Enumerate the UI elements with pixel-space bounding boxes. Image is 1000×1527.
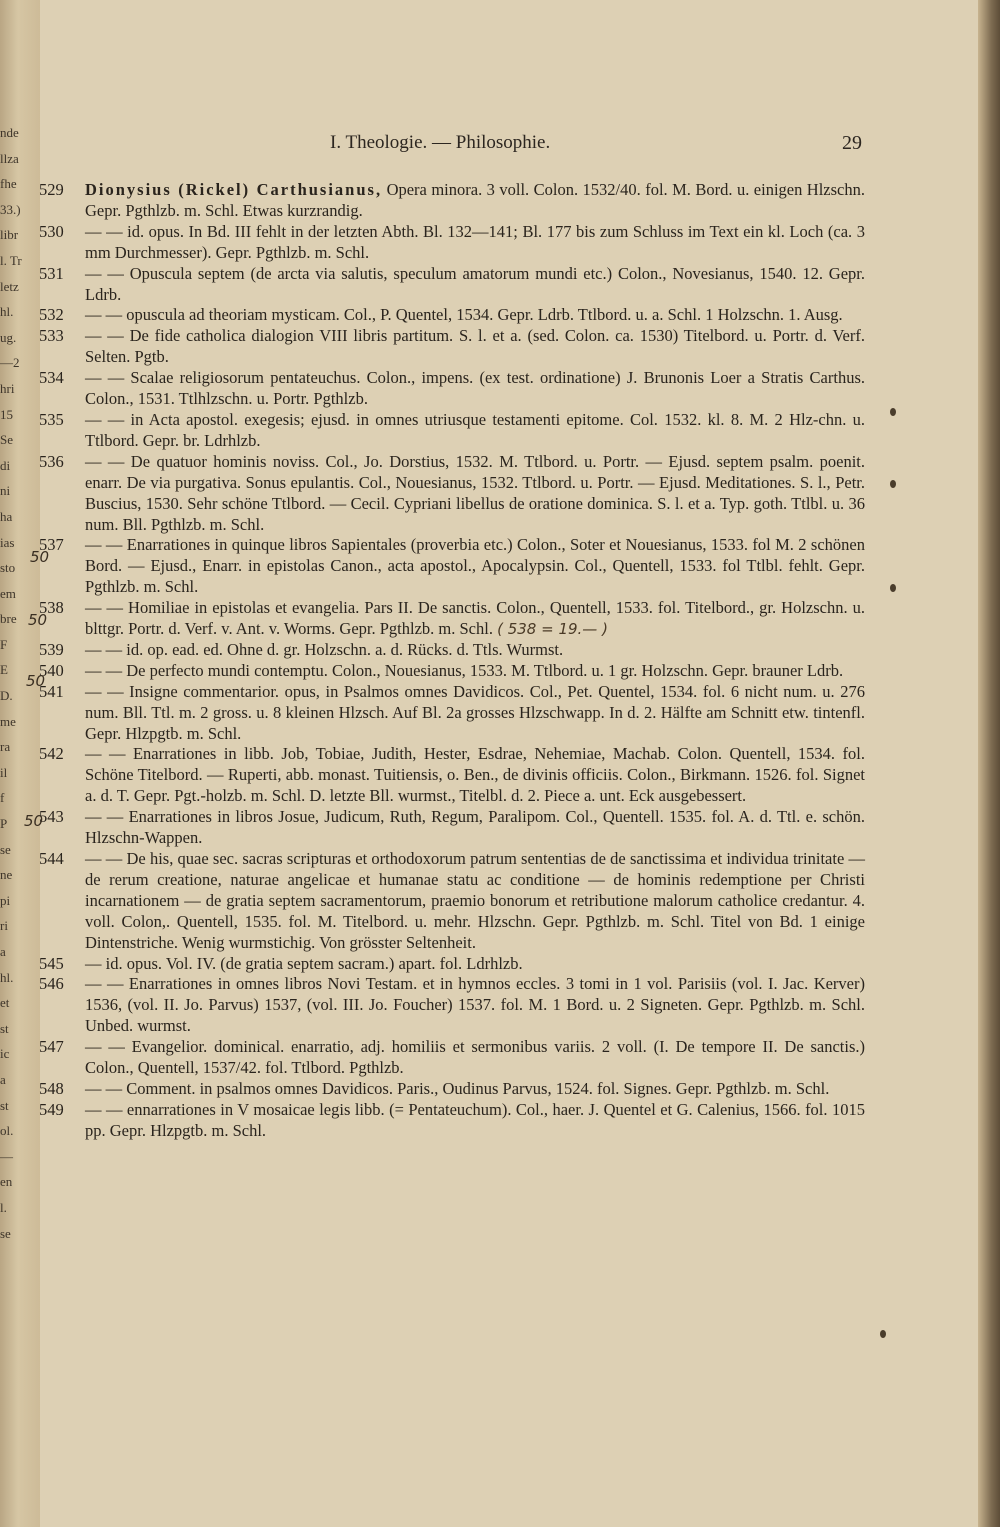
catalogue-entry (40, 661, 865, 682)
entry-number: 544 (39, 849, 64, 868)
entry-text: — — opuscula ad theoriam mysticam. Col., P. Quentel, 1534. Gepr. Ldrb. Ttlbord. u. a. Schl. 1 Holzschn. 1. Ausg. (85, 305, 843, 325)
prev-page-fragment: st (0, 1020, 9, 1036)
margin-dot (890, 480, 896, 488)
entry-body (85, 452, 865, 536)
prev-page-fragment: st (0, 1097, 9, 1113)
entry-text: — id. opus. Vol. IV. (de gratia septem sacram.) apart. fol. Ldrhlzb. (85, 953, 523, 973)
entry-number: 532 (39, 305, 64, 325)
catalogue-entry (40, 682, 865, 745)
prev-page-fragment: F (0, 636, 8, 652)
prev-page-fragment: l. Tr (0, 252, 22, 268)
entry-text: — — De his, quae sec. sacras scripturas et orthodoxorum patrum sententias de de sanctissima et individua trinitate — de rerum creatione, naturae angelicae et humanae statu ac conditione — de hominis redemptione per Christi incarnationem — de gratia septem sacramentorum, praemio bonorum et retributione malorum catholice credantur. 4. voll. Colon,. Quentell, 1535. fol. M. Titelbord. u. mehr. Hlzschn. Gepr. Pgthlzb. m. Schl. Titel von Bd. 1 einige Dintenstriche. Wenig wurmstichig. Von grösster Seltenheit. (85, 849, 865, 952)
entry-number: 534 (39, 368, 64, 388)
prev-page-fragment: sto (0, 560, 16, 576)
entry-number: 543 (39, 807, 64, 827)
entry-text: — — Scalae religiosorum pentateuchus. Colon., impens. (ex test. ordinatione) J. Brunonis Loer a Stratis Carthus. Colon., 1531. Ttlhlzschn. u. Portr. Pgthlzb. (85, 368, 865, 409)
catalogue-entry (40, 640, 865, 661)
entry-number: 530 (39, 221, 64, 241)
margin-note: 50 (26, 672, 46, 690)
entry-body (85, 661, 865, 682)
margin-dot (890, 584, 896, 592)
entry-text: — — Enarrationes in libb. Job, Tobiae, Judith, Hester, Esdrae, Nehemiae, Machab. Colon. Quentell, 1534. fol. Schöne Titelbord. — Ruperti, abb. monast. Tuitiensis, o. Ben., de divinis officiis. Colon., Birkmann. 1526. fol. Signet a. d. T. Gepr. Pgt.-holzb. m. Schl. D. letzte Bll. wurmst., Titelbl. d. 2. Piece a. unt. Eck ausgebessert. (85, 744, 865, 806)
entry-number: 529 (39, 180, 64, 199)
entry-body (85, 974, 865, 1037)
entry-body (85, 326, 865, 368)
catalogue-entry (40, 1079, 865, 1100)
prev-page-fragment: 15 (0, 406, 13, 422)
entry-body (85, 410, 865, 452)
handwritten-annotation: ( 538 = 19.— ) (497, 620, 608, 639)
entry-body (85, 368, 865, 410)
entry-number: 549 (39, 1099, 64, 1119)
prev-page-fragment: ne (0, 867, 13, 883)
entry-body (85, 849, 865, 954)
prev-page-fragment: letz (0, 278, 19, 294)
entry-body (85, 807, 865, 849)
prev-page-fragment: pi (0, 892, 11, 908)
entry-number: 539 (39, 639, 64, 659)
prev-page-fragment: — (0, 1148, 13, 1164)
catalogue-entry (40, 1100, 865, 1142)
catalogue-entry (40, 974, 865, 1037)
catalogue-entry (40, 849, 865, 954)
prev-page-fragment: nde (0, 125, 19, 140)
catalogue-entry (40, 368, 865, 410)
catalogue-page (24, 0, 978, 1527)
entry-number: 548 (39, 1078, 64, 1098)
prev-page-fragment: il (0, 764, 8, 780)
entry-text: — — Opuscula septem (de arcta via salutis, speculum amatorum mundi etc.) Colon., Novesianus, 1540. 12. Gepr. Ldrb. (85, 263, 865, 304)
entry-text: — — Evangelior. dominical. enarratio, adj. homiliis et sermonibus variis. 2 voll. (I. De tempore II. De sanctis.) Colon., Quentell, 1537/42. fol. Ttlbord. Pgthlzb. (85, 1037, 865, 1078)
entry-number: 536 (39, 451, 64, 471)
page-edge-right (978, 0, 1000, 1527)
entry-body (85, 305, 865, 326)
entry-body (85, 264, 865, 306)
prev-page-fragment: ni (0, 483, 11, 499)
entry-text: Opera minora. 3 voll. Colon. 1532/40. fol. M. Bord. u. einigen Hlzschn. Gepr. Pgthlzb. m. Schl. Etwas kurzrandig. (85, 180, 866, 220)
entry-text: — — id. opus. In Bd. III fehlt in der letzten Abth. Bl. 132—141; Bl. 177 bis zum Schluss im Text ein kl. Loch (ca. 3 mm Durchmesser). Gepr. Pgthlzb. m. Schl. (85, 221, 865, 262)
catalogue-entry (40, 598, 865, 640)
entry-number: 547 (39, 1037, 64, 1057)
prev-page-fragment: fhe (0, 176, 17, 192)
prev-page-fragment: llza (0, 150, 19, 166)
catalogue-entry (40, 264, 865, 306)
entry-text: — — De fide catholica dialogion VIII libris partitum. S. l. et a. (sed. Colon. ca. 1530) Titelbord. u. Portr. d. Verf. Selten. Pgtb. (85, 326, 865, 367)
prev-page-fragment: a (0, 944, 6, 959)
prev-page-fragment: se (0, 841, 11, 857)
entry-body (85, 180, 865, 222)
entry-text: — — Enarrationes in omnes libros Novi Testam. et in hymnos eccles. 3 tomi in 1 vol. Parisiis (vol. I. Jac. Kerver) 1536, (vol. II. Jo. Parvus) 1537, (vol. III. Jo. Foucher) 1537. fol. M. 1 Bord. u. 2 Signeten. Gepr. Pgthlzb. m. Schl. Unbed. wurmst. (85, 974, 865, 1036)
entry-body (85, 682, 865, 745)
entry-number: 542 (39, 744, 64, 764)
prev-page-fragment: libr (0, 227, 19, 243)
margin-dot (890, 408, 896, 416)
entry-body (85, 535, 865, 598)
prev-page-fragment: D. (0, 688, 13, 704)
catalogue-entry (40, 807, 865, 849)
entry-body (85, 954, 865, 975)
prev-page-fragment: hl. (0, 304, 14, 320)
entry-text: — — Comment. in psalmos omnes Davidicos. Paris., Oudinus Parvus, 1524. fol. Signes. Gepr. Pgthlzb. m. Schl. (85, 1078, 830, 1098)
entry-number: 538 (39, 598, 64, 618)
prev-page-fragment: et (0, 995, 10, 1011)
entry-text: — — Enarrationes in quinque libros Sapientales (proverbia etc.) Colon., Soter et Nouesianus, 1533. fol M. 2 schönen Bord. — Ejusd., Enarr. in epistolas Canon., acta apostol., Apocalypsin. Col., Quentell, 1533. fol Ttlbl. fehlt. Gepr. Pgthlzb. m. Schl. (85, 535, 865, 597)
margin-note: 50 (28, 611, 48, 629)
prev-page-fragment: f (0, 790, 5, 806)
entry-number: 541 (39, 681, 64, 701)
prev-page-fragment: ra (0, 739, 11, 755)
entry-number: 545 (39, 953, 64, 973)
entry-number: 540 (39, 660, 64, 680)
entry-number: 546 (39, 974, 64, 994)
entry-text: — — in Acta apostol. exegesis; ejusd. in omnes utriusque testamenti epitome. Col. 1532. kl. 8. M. 2 Hlz-chn. u. Ttlbord. Gepr. br. Ldrhlzb. (85, 409, 865, 450)
prev-page-fragment: me (0, 713, 16, 729)
prev-page-fragment: —2 (0, 355, 20, 371)
margin-note: 50 (24, 812, 44, 830)
page-number: 29 (842, 132, 862, 154)
entry-text: — — De quatuor hominis noviss. Col., Jo. Dorstius, 1532. M. Ttlbord. u. Portr. — Ejusd. septem psalm. poenit. enarr. De via purgativa. Sonus epulantis. Col., Nouesianus, 1532. Ttlbord. u. Portr. — Ejusd. Meditationes. S. l., Petr. Buscius, 1530. Sehr schöne Ttlbord. — Cecil. Cypriani libellus de oratione dominica. S. l. et a. Typ. goth. Ttlbl. u. 36 num. Bll. Pgthlzb. m. Schl. (85, 451, 865, 534)
prev-page-fragment: ug. (0, 329, 17, 345)
entry-author: Dionysius (Rickel) Carthusianus, (85, 180, 383, 199)
entry-body (85, 222, 865, 264)
entry-number: 531 (39, 263, 64, 283)
entry-number: 533 (39, 326, 64, 346)
entry-text: — — Enarrationes in libros Josue, Judicum, Ruth, Regum, Paralipom. Col., Quentell. 1535. fol. A. d. Ttl. e. schön. Hlzschn-Wappen. (85, 807, 865, 848)
prev-page-fragment: ic (0, 1046, 10, 1062)
prev-page-fragment: Se (0, 432, 13, 448)
entry-text: — — De perfecto mundi contemptu. Colon., Nouesianus, 1533. M. Ttlbord. u. 1 gr. Holzschn. Gepr. brauner Ldrb. (85, 660, 844, 680)
entry-number: 535 (39, 409, 64, 429)
entry-list (40, 180, 978, 1142)
entry-body (85, 1079, 865, 1100)
prev-page-fragment: l. (0, 1199, 7, 1215)
prev-page-fragment: se (0, 1225, 11, 1241)
entry-text: — — id. op. ead. ed. Ohne d. gr. Holzschn. a. d. Rücks. d. Ttls. Wurmst. (85, 639, 564, 659)
prev-page-fragment: hl. (0, 969, 14, 985)
catalogue-entry (40, 410, 865, 452)
entry-body (85, 598, 865, 640)
prev-page-fragment: ri (0, 918, 8, 934)
prev-page-fragment: bre (0, 611, 17, 627)
margin-note: 50 (30, 548, 50, 566)
margin-dot (880, 1330, 886, 1338)
prev-page-fragment: ol. (0, 1123, 14, 1139)
prev-page-fragment: ha (0, 508, 13, 524)
catalogue-entry (40, 305, 865, 326)
prev-page-fragment: a (0, 1071, 6, 1087)
entry-text: — — Insigne commentarior. opus, in Psalmos omnes Davidicos. Col., Pet. Quentel, 1534. fol. 6 nicht num. u. 276 num. Bll. Ttl. m. 2 gross. u. 8 kleinen Hlzsch. Auf Bl. 2a grosses Hlzschwapp. In d. 2. Hälfte am Schnitt etw. tintenfl. Gepr. Hlzpgtb. m. Schl. (85, 681, 865, 743)
prev-page-fragment: en (0, 1174, 13, 1190)
entry-text: — — Homiliae in epistolas et evangelia. Pars II. De sanctis. Colon., Quentell, 1533. fol. Titelbord., gr. Holzschn. u. blttgr. Portr. d. Verf. v. Ant. v. Worms. Gepr. Pgthlzb. m. Schl. (85, 598, 865, 639)
catalogue-entry (40, 535, 865, 598)
prev-page-fragment: di (0, 457, 11, 473)
catalogue-entry (40, 326, 865, 368)
prev-page-fragment: P (0, 816, 8, 832)
entry-text: — — ennarrationes in V mosaicae legis libb. (= Pentateuchum). Col., haer. J. Quentel et G. Calenius, 1566. fol. 1015 pp. Gepr. Hlzpgtb. m. Schl. (85, 1099, 865, 1140)
catalogue-entry (40, 222, 865, 264)
catalogue-entry (40, 1037, 865, 1079)
catalogue-entry (40, 954, 865, 975)
prev-page-fragment: E (0, 662, 8, 678)
entry-body (85, 1037, 865, 1079)
catalogue-entry (40, 452, 865, 536)
entry-number: 537 (39, 535, 64, 555)
prev-page-fragment: ias (0, 534, 15, 550)
running-title: I. Theologie. — Philosophie. (330, 132, 551, 153)
previous-page-edge (0, 120, 38, 1360)
entry-body (85, 744, 865, 807)
prev-page-fragment: hri (0, 380, 15, 396)
entry-body (85, 1100, 865, 1142)
catalogue-entry (40, 744, 865, 807)
page-header (40, 128, 978, 158)
prev-page-fragment: 33.) (0, 201, 21, 217)
entry-body (85, 640, 865, 661)
catalogue-entry (40, 180, 865, 222)
prev-page-fragment: em (0, 585, 16, 601)
